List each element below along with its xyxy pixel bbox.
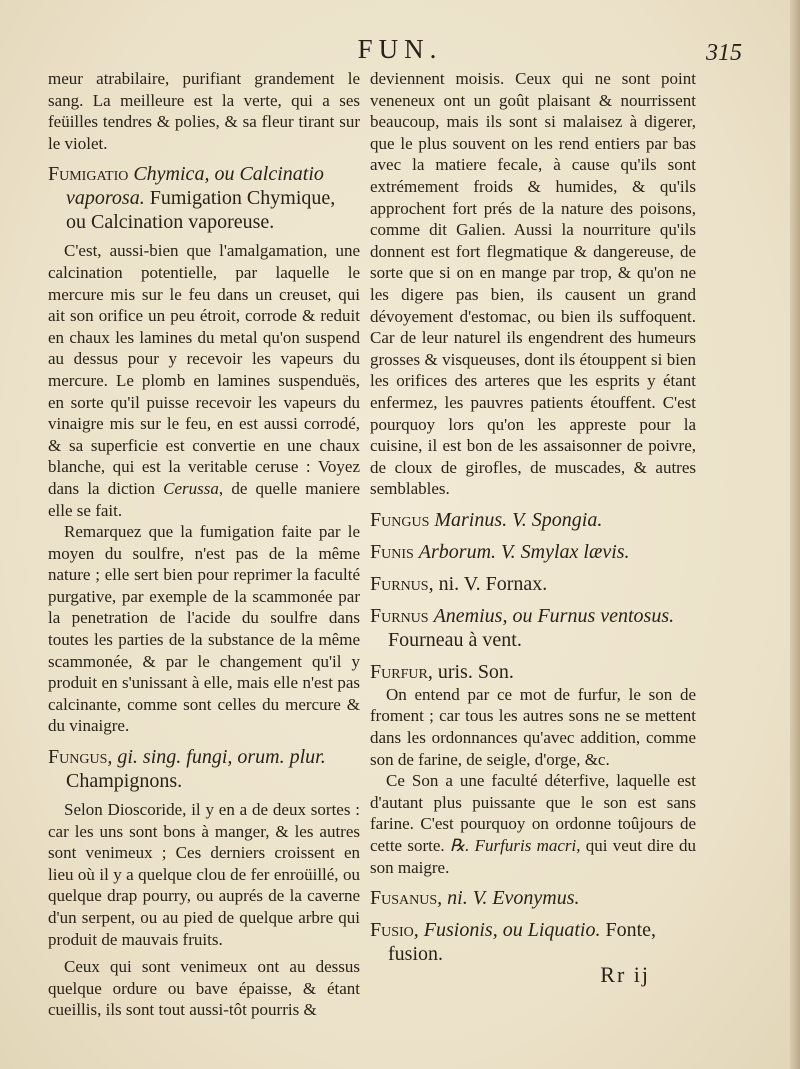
paragraph: C'est, aussi-bien que l'amalgamation, une calcination potentielle, par laquelle le mercure mis sur le feu dans un creuset, qui ait son orifice un peu étroit, corrode & reduit en chaux les lamines du metal qu'on suspend au dessus pour y recevoir les vapeurs du mercure. Le plomb en lamines suspenduës, en sorte qu'il puisse recevoir les vapeurs du vinaigre mis sur le feu, en est aussi corrodé, & sa superficie est convertie en une chaux blanche, qui est la veritable ceruse : Voyez dans la diction Cerussa, de quelle maniere elle se fait. xyxy=(48,241,360,520)
entry-fungus-marinus: Fungus Marinus. V. Spongia. xyxy=(370,508,603,531)
paragraph: deviennent moisis. Ceux qui ne sont point veneneux ont un goût plaisant & nourrissent beaucoup, mais ils sont si malaisez à digerer, que le plus souvent on les rend entiers par bas avec la matiere fecale, à cause qu'ils sont extrémement froids & humides, & qu'ils approchent fort prés de la nature des poisons, comme dit Galien. Aussi la nourriture qu'ils donnent est fort flegmatique & dangereuse, de sorte que si on en mange par trop, & qu'on ne les digere pas bien, ils causent un grand dévoyement d'estomac, ou bien ils suffoquent. Car de leur naturel ils engendrent des humeurs grosses & visqueuses, dont ils étouppent si bien les orifices des arteres que les esprits y étant enfermez, les pauvres patients étouffent. C'est pourquoy lors qu'on les appreste pour la cuisine, il est bon de les assaisonner de poivre, de cloux de girofles, de muscades, & autres semblables. xyxy=(370,69,696,499)
paragraph: meur atrabilaire, purifiant grandement le sang. La meilleure est la verte, qui a ses feüilles tendres & polies, & sa fleur tirant sur le violet. xyxy=(48,69,360,153)
prescription: ℞. Furfuris macri, xyxy=(449,836,581,856)
left-column xyxy=(48,68,360,1021)
entry-furnus-anemius: Furnus Anemius, ou Furnus ventosus. Fourneau à vent. xyxy=(370,604,675,651)
entry-fumigatio xyxy=(48,162,360,234)
entry-furnus: Furnus, ni. V. Fornax. xyxy=(370,572,548,595)
page-edge xyxy=(790,0,800,1069)
entry-french: Champignons. xyxy=(66,770,183,793)
signature-mark: Rr ij xyxy=(600,962,650,987)
paragraph: Selon Dioscoride, il y en a de deux sortes : car les uns sont bons à manger, & les autres sont venimeux ; Ces derniers croissent en lieu où il y a quelque clou de fer enroüillé, ou quelque drap pourry, ou auprés de la caverne d'un serpent, ou au pied de quelque arbre qui produit de mauvais fruits. xyxy=(48,800,360,949)
entry-french: Fumigation Chymique, ou Calcination vaporeuse. xyxy=(66,187,336,234)
entry-latin: Chymica, ou Calcinatio vaporosa. xyxy=(66,163,324,210)
paragraph: Ceux qui sont venimeux ont au dessus quelque ordure ou bave épaisse, & étant cueillis, ils sont tout aussi-tôt pourris & xyxy=(48,957,360,1020)
running-head: FUN. xyxy=(357,34,443,64)
right-column xyxy=(370,68,696,966)
entry-funis: Funis Arborum. V. Smylax lævis. xyxy=(370,540,630,563)
paragraph: Remarquez que la fumigation faite par le moyen du soulfre, n'est pas de la même nature ; elle sert bien pour reprimer la faculté purgative, par exemple de la scammonée par la penetration de l'acide du soulfre dans toutes les parties de la substance de la même scammonée, & par le changement qu'il y produit en s'unissant à elle, mais elle n'est pas calcinante, comme sont celles du mercure & du vinaigre. xyxy=(48,522,360,736)
cross-reference: Cerussa xyxy=(163,478,219,498)
entry-furfur: Furfur, uris. Son. xyxy=(370,660,514,683)
entry-fusio: Fusio, Fusionis, ou Liquatio. Fonte, fusion. xyxy=(370,919,657,966)
paragraph: Ce Son a une faculté déterfive, laquelle est d'autant plus puissante que le son est sans farine. C'est pourquoy on ordonne toûjours de cette sorte. ℞. Furfuris macri, qui veut dire du son maigre. xyxy=(370,771,696,877)
entry-headword: Fumigatio xyxy=(48,163,129,186)
page-number: 315 xyxy=(706,40,742,66)
entry-fusanus: Fusanus, ni. V. Evonymus. xyxy=(370,887,580,910)
entry-grammar: , gi. sing. fungi, orum. plur. xyxy=(107,746,326,769)
paragraph: On entend par ce mot de furfur, le son de froment ; car tous les autres sons ne se mettent dans les ordonnances qu'avec addition, comme son de farine, de seigle, d'orge, &c. xyxy=(370,684,696,769)
entry-headword: Fungus xyxy=(48,746,108,769)
entry-fungus xyxy=(48,745,360,793)
